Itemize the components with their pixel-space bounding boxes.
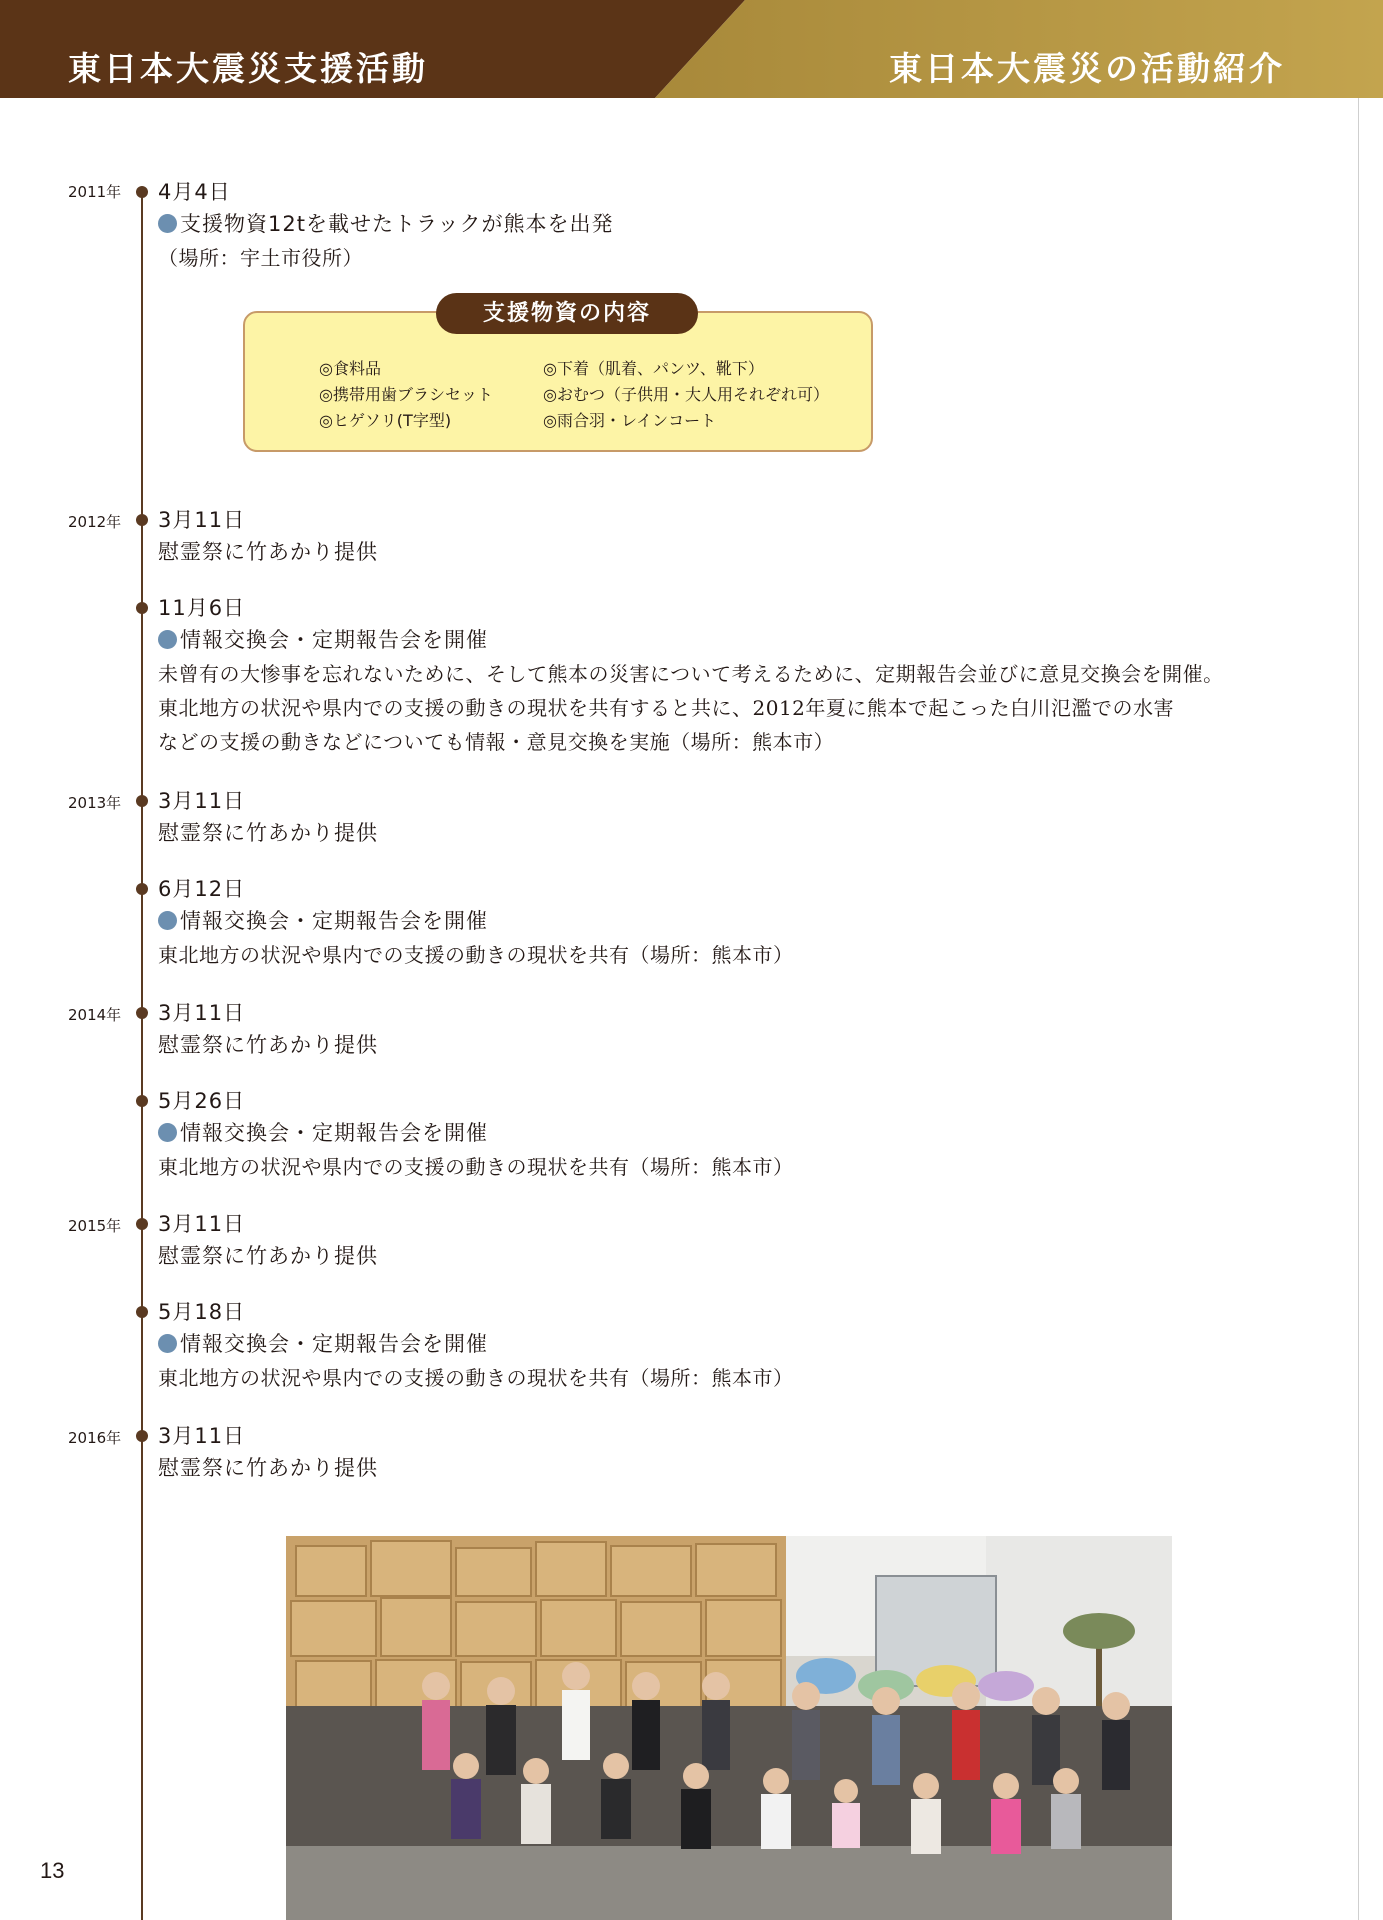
entry-title-text: 情報交換会・定期報告会を開催 — [180, 628, 488, 652]
entry-description: 東北地方の状況や県内での支援の動きの現状を共有（場所：熊本市） — [158, 1366, 794, 1390]
entry-title — [158, 904, 1318, 938]
timeline-year: 2016年 — [68, 1429, 122, 1447]
supplies-item: ◎食料品 — [319, 359, 381, 378]
timeline-line — [141, 190, 143, 1920]
timeline-year: 2014年 — [68, 1006, 122, 1024]
entry-title — [158, 1327, 1318, 1361]
group-photo-illustration — [286, 1536, 1172, 1920]
section-title: 東日本大震災支援活動 — [68, 49, 428, 88]
entry-title: 慰霊祭に竹あかり提供 — [158, 1456, 378, 1480]
entry-title-text: 支援物資12tを載せたトラックが熊本を出発 — [180, 212, 614, 236]
supplies-list-right — [543, 356, 829, 434]
timeline-entry — [158, 505, 1318, 569]
entry-date: 5月18日 — [158, 1300, 246, 1324]
bullet-icon — [158, 1123, 177, 1142]
page-title: 東日本大震災の活動紹介 — [889, 49, 1285, 88]
group-photo — [286, 1536, 1172, 1920]
page-edge-line — [1358, 98, 1359, 1920]
timeline-dot — [136, 883, 148, 895]
timeline-year: 2011年 — [68, 183, 122, 201]
timeline-year: 2012年 — [68, 513, 122, 531]
timeline-dot — [136, 1306, 148, 1318]
timeline-entry — [158, 1421, 1318, 1485]
timeline-dot — [136, 1095, 148, 1107]
timeline-dot — [136, 1007, 148, 1019]
entry-title-text: 情報交換会・定期報告会を開催 — [180, 909, 488, 933]
entry-date: 11月6日 — [158, 596, 246, 620]
supplies-item: ◎下着（肌着、パンツ、靴下） — [543, 359, 764, 378]
entry-title: 慰霊祭に竹あかり提供 — [158, 821, 378, 845]
entry-title: 慰霊祭に竹あかり提供 — [158, 1033, 378, 1057]
page-header — [0, 0, 1383, 98]
supplies-list-left — [319, 356, 493, 434]
timeline-entry — [158, 874, 1318, 972]
bullet-icon — [158, 1334, 177, 1353]
entry-title-text: 情報交換会・定期報告会を開催 — [180, 1121, 488, 1145]
page-number: 13 — [40, 1858, 65, 1883]
entry-description: （場所：宇土市役所） — [158, 246, 363, 270]
entry-title — [158, 207, 1318, 241]
timeline-year: 2015年 — [68, 1217, 122, 1235]
entry-description: 東北地方の状況や県内での支援の動きの現状を共有（場所：熊本市） — [158, 943, 794, 967]
entry-date: 3月11日 — [158, 508, 246, 532]
entry-title-text: 情報交換会・定期報告会を開催 — [180, 1332, 488, 1356]
supplies-item: ◎雨合羽・レインコート — [543, 411, 717, 430]
supplies-item: ◎携帯用歯ブラシセット — [319, 385, 493, 404]
entry-date: 5月26日 — [158, 1089, 246, 1113]
timeline-year: 2013年 — [68, 794, 122, 812]
timeline-entry — [158, 998, 1318, 1062]
timeline-entry — [158, 786, 1318, 850]
entry-date: 3月11日 — [158, 1424, 246, 1448]
entry-date: 6月12日 — [158, 877, 246, 901]
entry-date: 3月11日 — [158, 1001, 246, 1025]
entry-date: 3月11日 — [158, 789, 246, 813]
entry-title — [158, 1116, 1318, 1150]
entry-description: 東北地方の状況や県内での支援の動きの現状を共有（場所：熊本市） — [158, 1155, 794, 1179]
timeline-dot — [136, 602, 148, 614]
timeline-entry — [158, 1086, 1318, 1184]
supplies-title: 支援物資の内容 — [436, 293, 698, 334]
entry-description: などの支援の動きなどについても情報・意見交換を実施（場所：熊本市） — [158, 730, 835, 754]
entry-description: 東北地方の状況や県内での支援の動きの現状を共有すると共に、2012年夏に熊本で起こった白川氾濫での水害 — [158, 696, 1174, 720]
timeline-dot — [136, 795, 148, 807]
timeline-entry — [158, 1209, 1318, 1273]
supplies-item: ◎おむつ（子供用・大人用それぞれ可） — [543, 385, 829, 404]
entry-date: 4月4日 — [158, 180, 231, 204]
timeline-dot — [136, 1218, 148, 1230]
timeline-dot — [136, 1430, 148, 1442]
timeline-entry — [158, 593, 1318, 759]
entry-title — [158, 623, 1318, 657]
supplies-item: ◎ヒゲソリ(T字型) — [319, 411, 452, 430]
timeline-entry — [158, 177, 1318, 275]
timeline-dot — [136, 186, 148, 198]
timeline-entry — [158, 1297, 1318, 1395]
timeline-dot — [136, 514, 148, 526]
entry-title: 慰霊祭に竹あかり提供 — [158, 1244, 378, 1268]
entry-title: 慰霊祭に竹あかり提供 — [158, 540, 378, 564]
entry-date: 3月11日 — [158, 1212, 246, 1236]
bullet-icon — [158, 214, 177, 233]
entry-description: 未曾有の大惨事を忘れないために、そして熊本の災害について考えるために、定期報告会並びに意見交換会を開催。 — [158, 662, 1224, 686]
bullet-icon — [158, 911, 177, 930]
bullet-icon — [158, 630, 177, 649]
